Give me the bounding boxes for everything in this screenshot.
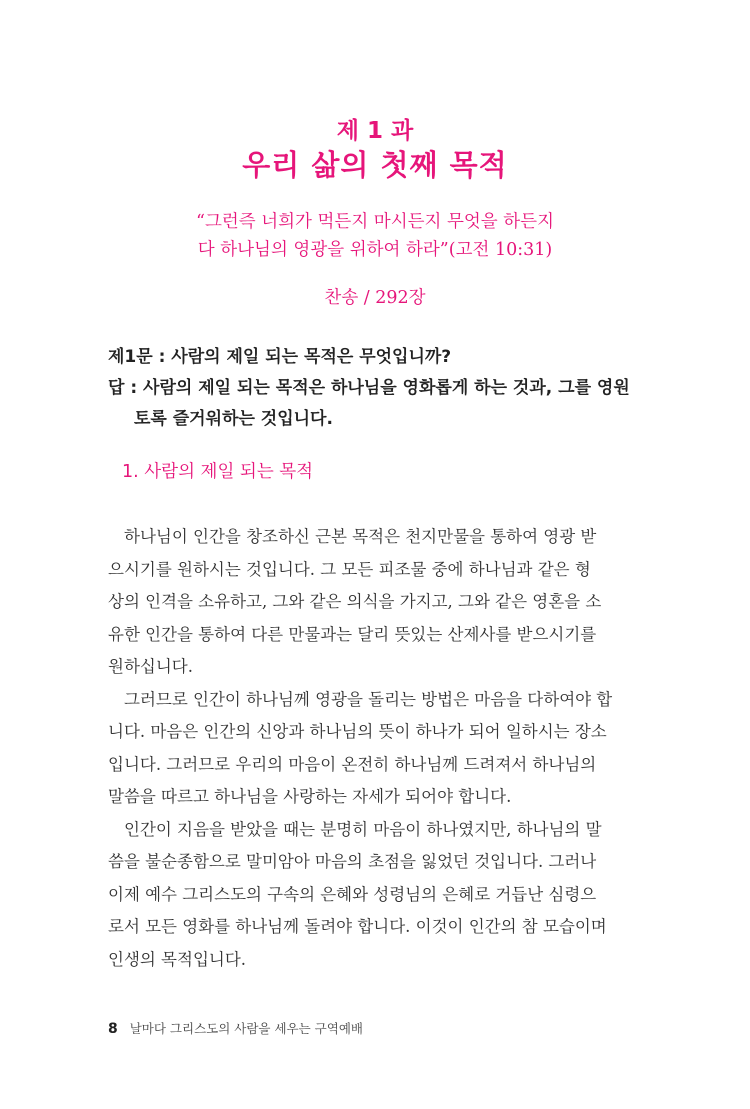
body-line: 유한 인간을 통하여 다른 만물과는 달리 뜻있는 산제사를 받으시기를 [108, 624, 597, 644]
page-number: 8 [108, 1021, 118, 1037]
catechism-question: 제1문 : 사람의 제일 되는 목적은 무엇입니까? [108, 347, 452, 367]
verse-line: 다 하나님의 영광을 위하여 하라”(고전 10:31) [197, 240, 553, 260]
lesson-title: 우리 삶의 첫째 목적 [242, 148, 508, 182]
body-line: 이제 예수 그리스도의 구속의 은혜와 성령님의 은혜로 거듭난 심령으 [108, 884, 597, 904]
body-line: 상의 인격을 소유하고, 그와 같은 의식을 가지고, 그와 같은 영혼을 소 [108, 592, 602, 611]
section-heading: 1. 사람의 제일 되는 목적 [122, 462, 314, 482]
lesson-number: 제 1 과 [336, 118, 414, 144]
body-line: 그러므로 인간이 하나님께 영광을 돌리는 방법은 마음을 다하여야 합 [124, 689, 613, 709]
body-line: 원하십니다. [108, 657, 193, 676]
verse-line: “그런즉 너희가 먹든지 마시든지 무엇을 하든지 [196, 212, 554, 232]
body-line: 으시기를 원하시는 것입니다. 그 모든 피조물 중에 하나님과 같은 형 [108, 559, 591, 579]
body-line: 말씀을 따르고 하나님을 사랑하는 자세가 되어야 합니다. [108, 787, 512, 806]
scripture-verse [0, 208, 750, 264]
hymn-reference: 찬송 / 292장 [324, 288, 426, 308]
catechism-block [108, 342, 638, 435]
book-title: 날마다 그리스도의 사람을 세우는 구역예배 [129, 1021, 363, 1036]
body-line: 니다. 마음은 인간의 신앙과 하나님의 뜻이 하나가 되어 일하시는 장소 [108, 722, 607, 741]
body-line: 씀을 불순종함으로 말미암아 마음의 초점을 잃었던 것입니다. 그러나 [108, 852, 597, 871]
body-line: 입니다. 그러므로 우리의 마음이 온전히 하나님께 드려져서 하나님의 [108, 754, 597, 774]
body-text [108, 521, 638, 976]
catechism-answer-line: 토록 즐거워하는 것입니다. [134, 409, 333, 429]
body-line: 인간이 지음을 받았을 때는 분명히 마음이 하나였지만, 하나님의 말 [124, 819, 602, 839]
body-line: 인생의 목적입니다. [108, 949, 247, 969]
body-line: 하나님이 인간을 창조하신 근본 목적은 천지만물을 통하여 영광 받 [124, 527, 597, 546]
body-line: 로서 모든 영화를 하나님께 돌려야 합니다. 이것이 인간의 참 모습이며 [108, 917, 607, 936]
catechism-answer-line: 답 : 사람의 제일 되는 목적은 하나님을 영화롭게 하는 것과, 그를 영원 [108, 378, 630, 398]
page-footer [108, 1019, 363, 1037]
